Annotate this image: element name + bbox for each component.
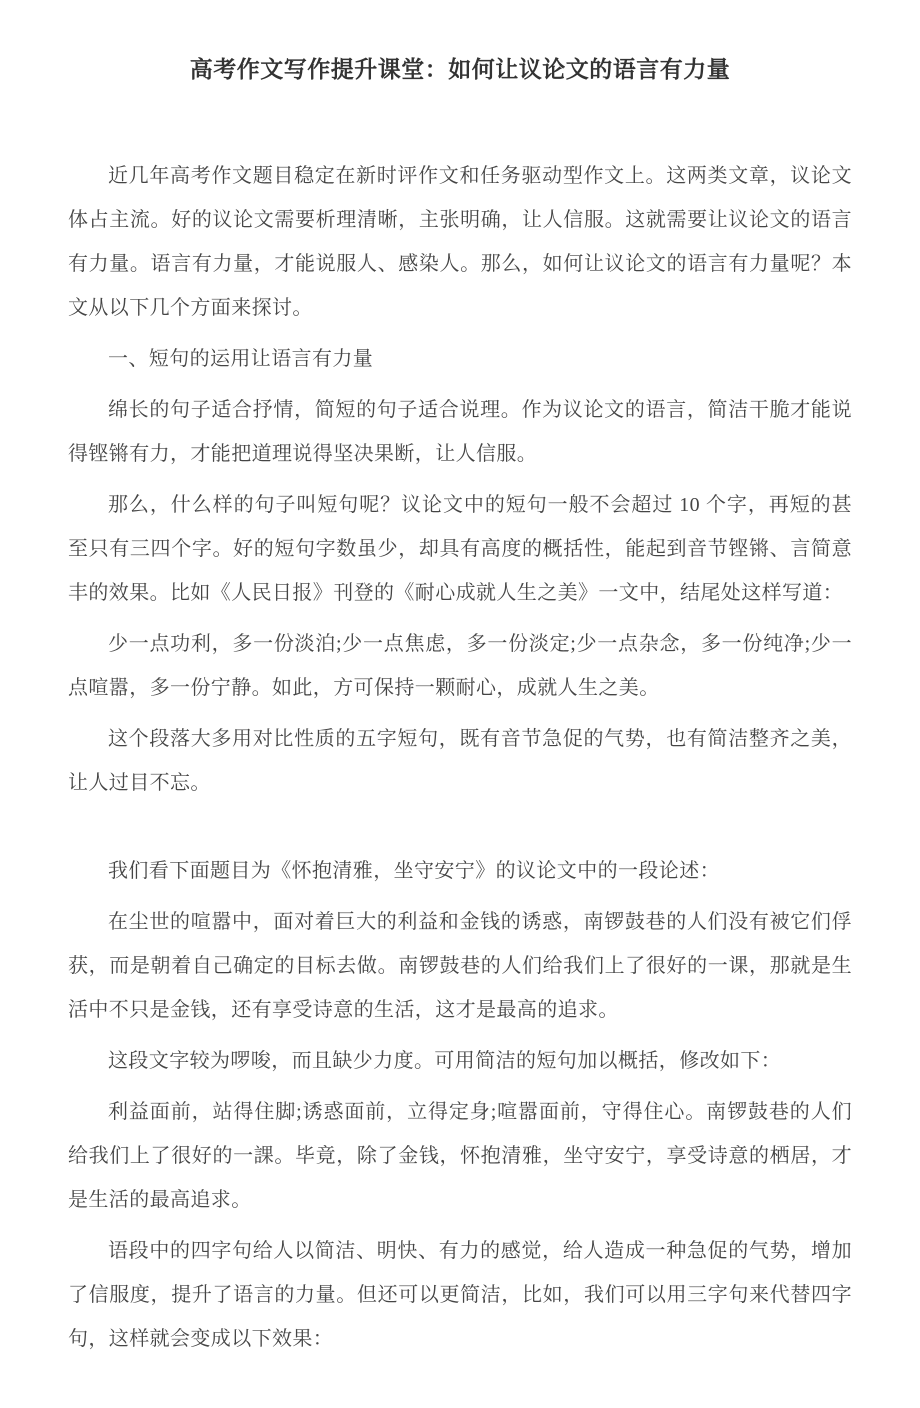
page-title: 高考作文写作提升课堂：如何让议论文的语言有力量: [189, 57, 731, 82]
quote-example-original: 在尘世的喧嚣中，面对着巨大的利益和金钱的诱惑，南锣鼓巷的人们没有被它们俘获，而是朝着自己确定的目标去做。南锣鼓巷的人们给我们上了很好的一课，那就是生活中不只是金钱，还有享受诗意的生活，这才是最高的追求。: [68, 911, 852, 1021]
paragraph-revision-intro: 这段文字较为啰唆，而且缺少力度。可用简洁的短句加以概括，修改如下：: [108, 1050, 782, 1072]
section-1-heading: 一、短句的运用让语言有力量: [108, 348, 374, 370]
quote-renmin-ribao: 少一点功利，多一份淡泊;少一点焦虑，多一份淡定;少一点杂念，多一份纯净;少一点喧嚣，多一份宁静。如此，方可保持一颗耐心，成就人生之美。: [68, 633, 852, 699]
paragraph-example-intro: 我们看下面题目为《怀抱清雅，坐守安宁》的议论文中的一段论述：: [108, 860, 720, 882]
paragraph-four-char-comment: 语段中的四字句给人以简洁、明快、有力的感觉，给人造成一种急促的气势，增加了信服度，提升了语言的力量。但还可以更简洁，比如，我们可以用三字句来代替四字句，这样就会变成以下效果：: [68, 1240, 852, 1350]
paragraph-what-is-short-sentence: 那么，什么样的句子叫短句呢？议论文中的短句一般不会超过 10 个字，再短的甚至只有三四个字。好的短句字数虽少，却具有高度的概括性，能起到音节铿锵、言简意丰的效果。比如《人民日报》刊登的《耐心成就人生之美》一文中，结尾处这样写道：: [68, 494, 852, 604]
intro-paragraph: 近几年高考作文题目稳定在新时评作文和任务驱动型作文上。这两类文章，议论文体占主流。好的议论文需要析理清晰，主张明确，让人信服。这就需要让议论文的语言有力量。语言有力量，才能说服人、感染人。那么，如何让议论文的语言有力量呢？本文从以下几个方面来探讨。: [68, 165, 852, 319]
article-body: [68, 154, 852, 1361]
quote-example-revised: 利益面前，站得住脚;诱惑面前，立得定身;喧嚣面前，守得住心。南锣鼓巷的人们给我们上了很好的一課。毕竟，除了金钱，怀抱清雅，坐守安宁，享受诗意的栖居，才是生活的最高追求。: [68, 1101, 852, 1211]
paragraph-short-vs-long: 绵长的句子适合抒情，简短的句子适合说理。作为议论文的语言，简洁干脆才能说得铿锵有力，才能把道理说得坚决果断，让人信服。: [68, 399, 852, 465]
paragraph-quote-comment: 这个段落大多用对比性质的五字短句，既有音节急促的气势，也有简洁整齐之美，让人过目不忘。: [68, 728, 852, 794]
